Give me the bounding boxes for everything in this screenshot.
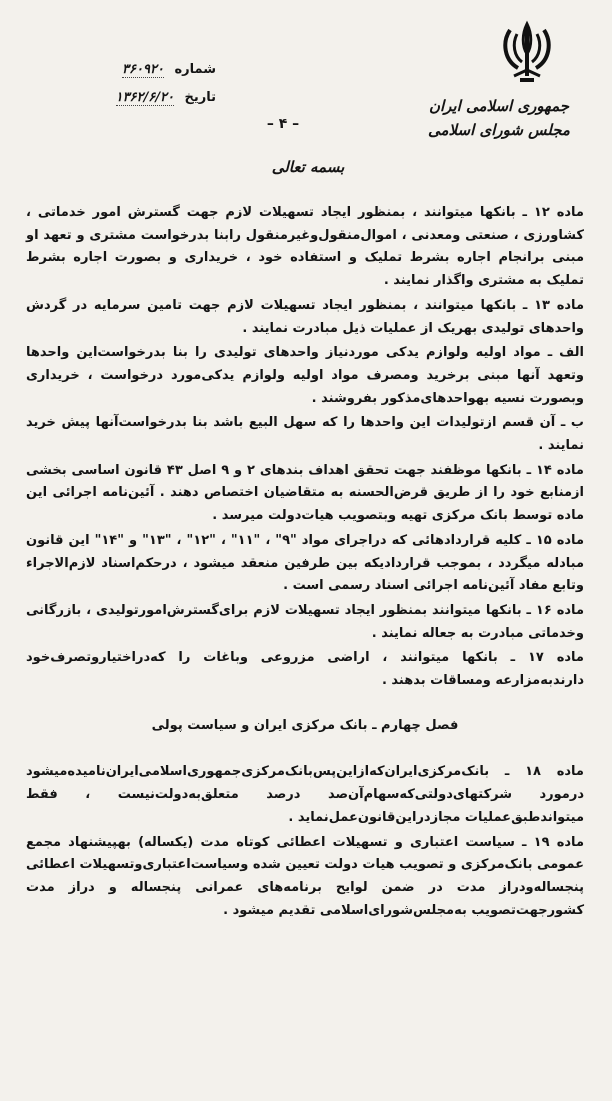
article-15: ماده ۱۵ ـ کلیه قراردادهائی که دراجرای مواد "۹" ، "۱۱" ، "۱۲" ، "۱۳" و "۱۴" این قانون مبادله میگردد ، بموجب قراردادیکه بین طرفین منعقد میشود ، درحکم‌اسناد لازم‌الاجراء وتابع مفاد آئین‌نامه اجرائی اسناد رسمی است . [26,532,584,594]
article-17: ماده ۱۷ ـ بانکها میتوانند ، اراضی مزروعی وباغات را که‌دراختیاروتصرف‌خود دارندبه‌مزارعه ومساقات بدهند . [26,650,584,689]
date-row [26,90,216,118]
number-value: ۳۶۰۹۲۰ [122,62,164,77]
article-13: ماده ۱۳ ـ بانکها میتوانند ، بمنظور ایجاد تسهیلات لازم جهت تامین سرمایه در گردش واحدهای تولیدی بهریک از عملیات ذیل مبادرت نمایند . [26,297,584,336]
article-19: ماده ۱۹ ـ سیاست اعتباری و تسهیلات اعطائی کوتاه مدت (یکساله) بهپیشنهاد مجمع عمومی بانک‌مرکزی و تصویب هیات دولت تعیین شده وسیاست‌اعتباری‌وتسهیلات اعطائی پنجساله‌ودراز مدت در ضمن لوایح برنامه‌های عمرانی پنجساله و دراز مدت کشورجهت‌تصویب به‌مجلس‌شورای‌اسلامی تقدیم میشود . [26,834,584,918]
document-body [26,202,584,924]
date-label: تاریخ [184,90,216,105]
page-number: – ۴ – [266,116,300,132]
bismillah: بسمه تعالی [271,158,345,176]
org-line-2: مجلس شورای اسلامی [428,121,570,139]
clause-alef: الف ـ مواد اولیه ولوازم یدکی موردنیاز واحدهای تولیدی را بنا بدرخواست‌این واحدها وتعهد آنها مبنی برخرید ومصرف مواد اولیه ولوازم یدکی‌مورد درخواست ، خریداری وبصورت نسیه بهواحدهای‌مذکور بفروشند . [26,345,584,406]
article-16: ماده ۱۶ ـ بانکها میتوانند بمنظور ایجاد تسهیلات لازم برای‌گسترش‌امورتولیدی ، بازرگانی وخدماتی مبادرت به جعاله نمایند . [26,602,584,641]
organization-name [414,94,584,142]
article-12: ماده ۱۲ ـ بانکها میتوانند ، بمنظور ایجاد تسهیلات لازم جهت گسترش امور خدماتی ، کشاورزی ، صنعتی ومعدنی ، اموال‌منقول‌وغیرمنقول رابنا بدرخواست مشتری و تعهد او مبنی برانجام اجاره بشرط تملیک و استفاده خود ، خریداری و بصورت اجاره بشرط تملیک به مشتری واگذار نمایند . [26,205,584,289]
chapter-heading: فصل چهارم ـ بانک مرکزی ایران و سیاست پولی [151,717,459,733]
number-row [26,62,216,90]
date-value: ۱۳۶۲/۶/۲۰ [115,90,174,105]
article-14: ماده ۱۴ ـ بانکها موظفند جهت تحقق اهداف بندهای ۲ و ۹ اصل ۴۳ قانون اساسی بخشی ازمنابع خود را از طریق قرض‌الحسنه به متقاضیان اختصاص دهند . آئین‌نامه اجرائی این ماده توسط بانک مرکزی تهیه وبتصویب هیات‌دولت میرسد . [26,462,584,524]
org-line-1: جمهوری اسلامی ایران [428,97,570,115]
clause-be: ب ـ آن قسم ازتولیدات این واحدها را که سهل البیع باشد بنا بدرخواست‌آنها پیش خرید نمایند . [26,415,584,454]
letter-meta [26,62,216,118]
number-label: شماره [174,62,216,77]
emblem-icon [500,20,554,84]
article-18: ماده ۱۸ ـ بانک‌مرکزی‌ایران‌که‌ازاین‌پس‌بانک‌مرکزی‌جمهوری‌اسلامی‌ایران‌نامیده‌میشود درمورد شرکتهای‌دولتی‌که‌سهام‌آن‌صد درصد متعلق‌به‌دولت‌نیست ، فقط میتواند‌طبق‌عملیات مجازدراین‌قانون‌عمل‌نماید . [26,764,584,825]
